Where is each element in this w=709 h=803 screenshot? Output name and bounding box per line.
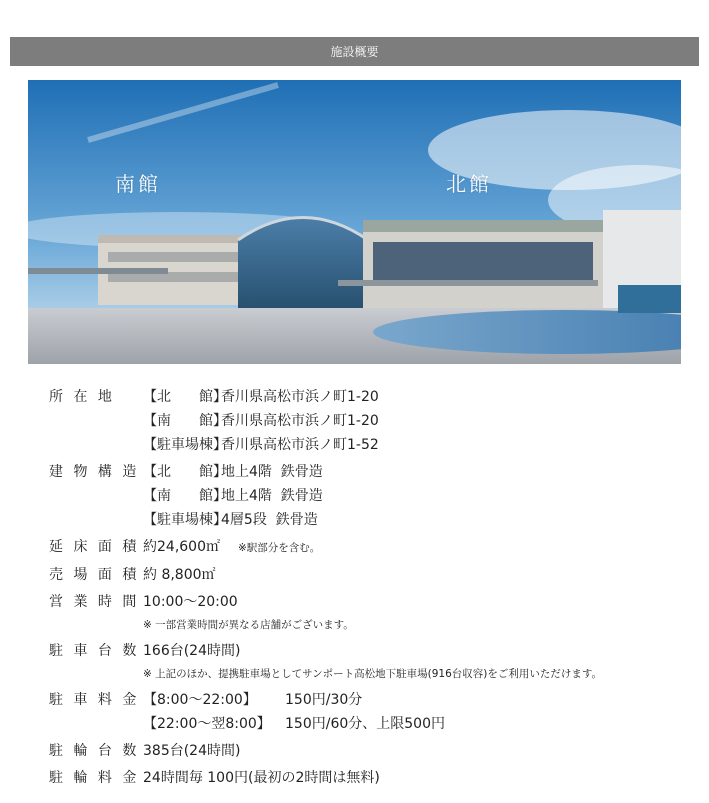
spec-line: 385台(24時間) [143, 743, 241, 759]
south-building-label: 南館 [115, 172, 161, 196]
section-header-bar [10, 37, 699, 66]
building-rendering-image [28, 80, 681, 364]
spec-row-parking-count [49, 639, 689, 685]
spec-line: 【駐車場棟】 4層5段 鉄骨造 [143, 512, 318, 528]
spec-term: 駐 輪 料 金 [49, 770, 140, 786]
spec-term: 駐 車 台 数 [49, 643, 140, 659]
spec-note: ※ 上記のほか、提携駐車場としてサンポート高松地下駐車場(916台収容)をご利用いただけます。 [143, 668, 603, 680]
spec-row-floor-area [49, 535, 689, 560]
spec-term: 延 床 面 積 [49, 539, 140, 555]
spec-line: 【駐車場棟】 香川県高松市浜ノ町1-52 [143, 437, 379, 453]
spec-line: 【北 館】 香川県高松市浜ノ町1-20 [143, 389, 379, 405]
spec-row-hours [49, 590, 689, 636]
spec-line: 【北 館】 地上4階 鉄骨造 [143, 464, 323, 480]
spec-term: 建 物 構 造 [49, 464, 140, 480]
spec-row-sales-area [49, 563, 689, 587]
spec-term: 駐 輪 台 数 [49, 743, 140, 759]
spec-line: 24時間毎 100円(最初の2時間は無料) [143, 770, 380, 786]
north-building-label: 北館 [446, 172, 492, 196]
spec-row-structure [49, 460, 689, 532]
section-title: 施設概要 [330, 45, 379, 59]
spec-line: 10:00〜20:00 [143, 594, 238, 610]
spec-line: 約24,600㎡ ※駅部分を含む。 [143, 535, 689, 560]
spec-line: 【8:00〜22:00】 150円/30分 [143, 692, 363, 708]
spec-note: ※ 一部営業時間が異なる店舗がございます。 [143, 619, 354, 631]
facility-spec-list [49, 385, 689, 790]
spec-term: 所 在 地 [49, 389, 115, 405]
building-illustration [28, 80, 681, 364]
spec-term: 営 業 時 間 [49, 594, 140, 610]
spec-note: ※駅部分を含む。 [238, 542, 321, 554]
spec-row-bicycle-fee [49, 766, 689, 790]
spec-line: 【22:00〜翌8:00】 150円/60分、上限500円 [143, 716, 445, 732]
spec-line: 【南 館】 香川県高松市浜ノ町1-20 [143, 413, 379, 429]
spec-term: 売 場 面 積 [49, 567, 140, 583]
spec-line: 約 8,800㎡ [143, 567, 216, 583]
spec-row-parking-fee [49, 688, 689, 736]
spec-line: 【南 館】 地上4階 鉄骨造 [143, 488, 323, 504]
spec-line: 166台(24時間) [143, 643, 241, 659]
spec-term: 駐 車 料 金 [49, 692, 140, 708]
spec-row-bicycle-count [49, 739, 689, 763]
spec-row-location [49, 385, 689, 457]
